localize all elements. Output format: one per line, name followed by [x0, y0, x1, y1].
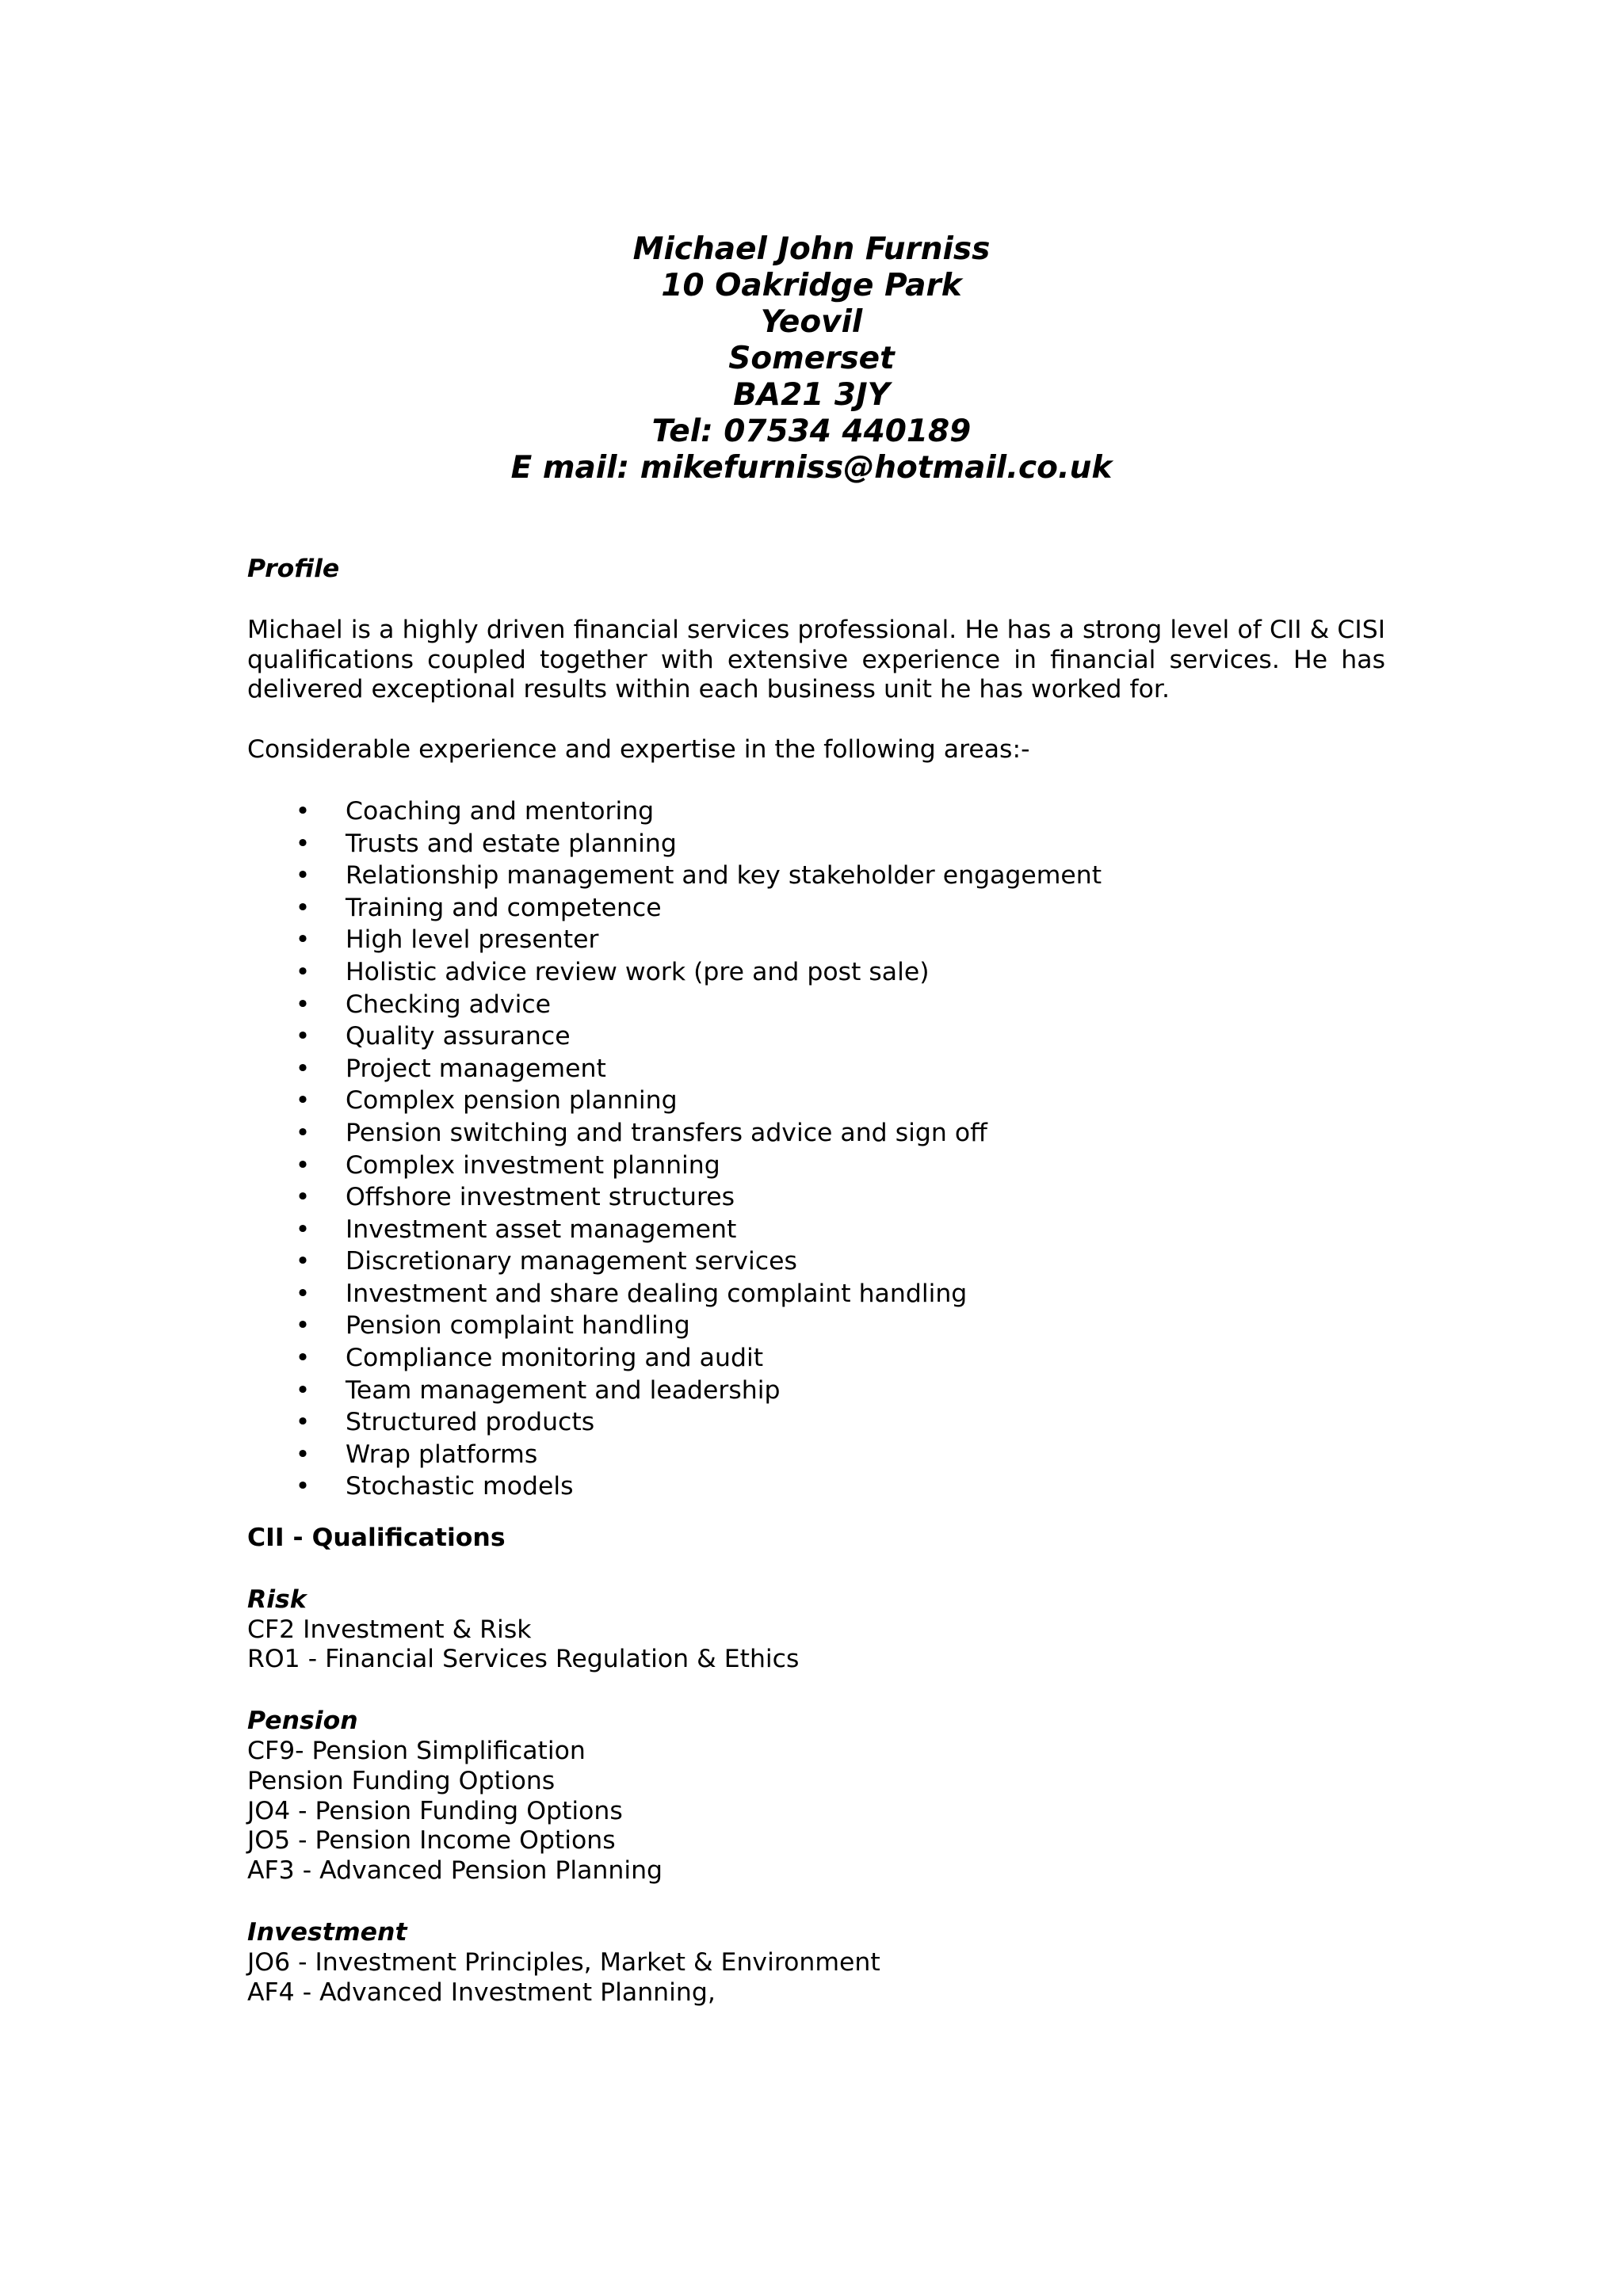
- expertise-list-item: [247, 924, 1385, 956]
- expertise-item-text: Relationship management and key stakeholder engagement: [346, 861, 1102, 891]
- expertise-item-text: Checking advice: [346, 990, 552, 1019]
- expertise-list-item: [247, 1117, 1385, 1150]
- qualification-item: AF4 - Advanced Investment Planning,: [247, 1978, 716, 2007]
- expertise-item-text: Compliance monitoring and audit: [346, 1344, 764, 1373]
- expertise-list-item: [247, 1375, 1385, 1407]
- bullet-icon: •: [295, 1440, 311, 1469]
- address-county: Somerset: [728, 341, 895, 376]
- bullet-icon: •: [295, 925, 311, 955]
- qualifications-heading: CII - Qualifications: [247, 1524, 506, 1553]
- expertise-list-item: [247, 1406, 1385, 1439]
- expertise-list-item: [247, 1470, 1385, 1503]
- expertise-item-text: Pension complaint handling: [346, 1311, 690, 1341]
- bullet-icon: •: [295, 1150, 311, 1180]
- expertise-item-text: Complex investment planning: [346, 1150, 720, 1180]
- expertise-list-item: [247, 1085, 1385, 1117]
- qualification-item: CF9- Pension Simplification: [247, 1737, 586, 1766]
- bullet-icon: •: [295, 1054, 311, 1083]
- bullet-icon: •: [295, 1472, 311, 1501]
- expertise-item-text: Offshore investment structures: [346, 1183, 735, 1212]
- bullet-icon: •: [295, 990, 311, 1019]
- qualification-group: [247, 1585, 1385, 1675]
- address-line: 10 Oakridge Park: [661, 268, 962, 303]
- expertise-list-item: [247, 1342, 1385, 1375]
- expertise-item-text: Investment asset management: [346, 1215, 737, 1244]
- expertise-intro: Considerable experience and expertise in the following areas:-: [247, 735, 1030, 765]
- bullet-icon: •: [295, 796, 311, 826]
- expertise-list-item: [247, 1245, 1385, 1278]
- expertise-item-text: Project management: [346, 1054, 606, 1083]
- bullet-icon: •: [295, 1086, 311, 1116]
- bullet-icon: •: [295, 957, 311, 986]
- telephone: Tel: 07534 440189: [651, 414, 972, 449]
- expertise-list-item: [247, 795, 1385, 828]
- expertise-list-item: [247, 989, 1385, 1021]
- expertise-item-text: Stochastic models: [346, 1472, 574, 1501]
- expertise-item-text: Wrap platforms: [346, 1440, 538, 1469]
- expertise-list-item: [247, 1439, 1385, 1471]
- expertise-list-item: [247, 1053, 1385, 1085]
- qualification-item: JO4 - Pension Funding Options: [247, 1796, 623, 1825]
- qualification-item: CF2 Investment & Risk: [247, 1615, 532, 1644]
- expertise-list-item: [247, 1181, 1385, 1214]
- qualification-group-title: Investment: [247, 1918, 407, 1947]
- expertise-item-text: Team management and leadership: [346, 1375, 781, 1405]
- expertise-item-text: Pension switching and transfers advice and sign off: [346, 1118, 987, 1147]
- expertise-list-item: [247, 828, 1385, 860]
- bullet-icon: •: [295, 1408, 311, 1437]
- qualification-group-title: Risk: [247, 1585, 307, 1614]
- expertise-item-text: Holistic advice review work (pre and post sale): [346, 957, 930, 986]
- email-address: E mail: mikefurniss@hotmail.co.uk: [510, 450, 1113, 486]
- expertise-list-item: [247, 956, 1385, 989]
- expertise-list-item: [247, 1310, 1385, 1342]
- qualification-group: [247, 1707, 1385, 1886]
- expertise-list-item: [247, 1278, 1385, 1310]
- expertise-item-text: High level presenter: [346, 925, 599, 955]
- bullet-icon: •: [295, 861, 311, 891]
- qualification-groups: [247, 1585, 1385, 2008]
- bullet-icon: •: [295, 1118, 311, 1147]
- expertise-item-text: Quality assurance: [346, 1022, 571, 1051]
- expertise-list-item: [247, 892, 1385, 925]
- address-town: Yeovil: [760, 304, 863, 340]
- expertise-item-text: Investment and share dealing complaint handling: [346, 1279, 968, 1308]
- bullet-icon: •: [295, 1247, 311, 1276]
- address-postcode: BA21 3JY: [733, 377, 890, 413]
- qualification-item: RO1 - Financial Services Regulation & Ethics: [247, 1645, 800, 1674]
- expertise-list-item: [247, 1150, 1385, 1182]
- expertise-item-text: Trusts and estate planning: [346, 829, 677, 858]
- expertise-item-text: Discretionary management services: [346, 1247, 797, 1276]
- expertise-item-text: Complex pension planning: [346, 1086, 678, 1116]
- contact-header: [0, 231, 1623, 486]
- bullet-icon: •: [295, 1183, 311, 1212]
- qualification-item: JO5 - Pension Income Options: [247, 1826, 616, 1855]
- bullet-icon: •: [295, 1375, 311, 1405]
- cv-body: [247, 555, 1385, 2008]
- bullet-icon: •: [295, 893, 311, 922]
- bullet-icon: •: [295, 1279, 311, 1308]
- bullet-icon: •: [295, 1311, 311, 1341]
- qualification-item: AF3 - Advanced Pension Planning: [247, 1856, 663, 1886]
- qualification-item: Pension Funding Options: [247, 1766, 556, 1795]
- qualification-group: [247, 1918, 1385, 2008]
- expertise-list: [247, 795, 1385, 1503]
- expertise-list-item: [247, 1214, 1385, 1246]
- expertise-item-text: Structured products: [346, 1408, 595, 1437]
- bullet-icon: •: [295, 1215, 311, 1244]
- profile-heading: Profile: [247, 555, 340, 583]
- expertise-item-text: Training and competence: [346, 893, 662, 922]
- qualification-group-title: Pension: [247, 1707, 358, 1736]
- qualification-item: JO6 - Investment Principles, Market & Environment: [247, 1947, 880, 1977]
- bullet-icon: •: [295, 829, 311, 858]
- expertise-list-item: [247, 860, 1385, 892]
- expertise-list-item: [247, 1020, 1385, 1053]
- profile-paragraph: Michael is a highly driven financial services professional. He has a strong level of CII & CISI qualifications coupled together with extensive experience in financial services. He has delivered exceptional results within each business unit he has worked for.: [247, 615, 1385, 704]
- expertise-item-text: Coaching and mentoring: [346, 796, 655, 826]
- bullet-icon: •: [295, 1344, 311, 1373]
- candidate-name: Michael John Furniss: [632, 231, 991, 267]
- bullet-icon: •: [295, 1022, 311, 1051]
